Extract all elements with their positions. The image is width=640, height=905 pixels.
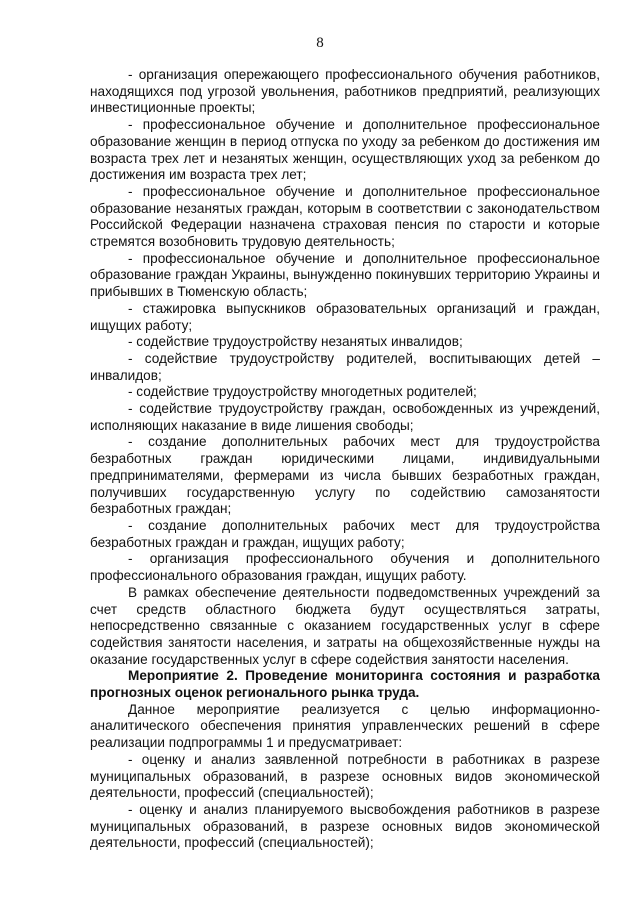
- paragraph-release: - оценку и анализ планируемого высвобождения работников в разрезе муниципальных образований, в разрезе основных видов экономической деятельности, профессий (специальностей);: [90, 801, 600, 851]
- paragraph-released: - содействие трудоустройству граждан, освобожденных из учреждений, исполняющих наказание в виде лишения свободы;: [90, 401, 600, 433]
- paragraph-jobs-unemployed: - создание дополнительных рабочих мест для трудоустройства безработных граждан и граждан, ищущих работу;: [90, 517, 600, 550]
- paragraph-vocational: - организация профессионального обучения и дополнительного профессионального образования граждан, ищущих работу.: [90, 551, 600, 584]
- paragraph-parents: - содействие трудоустройству родителей, воспитывающих детей – инвалидов;: [90, 350, 600, 383]
- paragraph-training-women: - профессиональное обучение и дополнительное профессиональное образование женщин в период отпуска по уходу за ребенком до достижения им возраста трех лет и незанятых женщин, осуществляющих уход за ребенком до достижения им возраста трех лет;: [90, 117, 600, 183]
- paragraph-training-ukraine: - профессиональное обучение и дополнительное профессиональное образование граждан Украины, вынужденно покинувших территорию Украины и прибывших в Тюменскую область;: [90, 250, 600, 300]
- paragraph-internship: - стажировка выпускников образовательных организаций и граждан, ищущих работу;: [90, 300, 600, 333]
- paragraph-disabled: - содействие трудоустройству незанятых инвалидов;: [128, 334, 463, 350]
- paragraph-purpose: Данное мероприятие реализуется с целью информационно-аналитического обеспечения принятия управленческих решений в сфере реализации подпрограммы 1 и предусматривает:: [90, 701, 600, 751]
- paragraph-large-families: - содействие трудоустройству многодетных родителей;: [128, 384, 477, 400]
- page-number: 8: [316, 35, 324, 51]
- paragraph-demand: - оценку и анализ заявленной потребности в работниках в разрезе муниципальных образований, в разрезе основных видов экономической деятельности, профессий (специальностей);: [90, 751, 600, 801]
- paragraph-training-pensioners: - профессиональное обучение и дополнительное профессиональное образование незанятых граждан, которым в соответствии с законодательством Российской Федерации назначена страховая пенсия по старости и которые стремятся возобновить трудовую деятельность;: [90, 183, 600, 250]
- paragraph-budget: В рамках обеспечение деятельности подведомственных учреждений за счет средств областного бюджета будут осуществляться затраты, непосредственно связанные с оказанием государственных услуг в сфере содействия занятости населения, и затраты на общехозяйственные нужды на оказание государственных услуг в сфере содействия занятости населения.: [90, 584, 600, 667]
- section-heading: Мероприятие 2. Проведение мониторинга состояния и разработка прогнозных оценок регионального рынка труда.: [90, 668, 600, 701]
- paragraph-jobs-entrepreneurs: - создание дополнительных рабочих мест для трудоустройства безработных граждан юридическими лицами, индивидуальными предпринимателями, фермерами из числа бывших безработных граждан, получивших государственную услугу по содействию самозанятости безработных граждан;: [90, 434, 600, 517]
- paragraph-training-layoff: - организация опережающего профессионального обучения работников, находящихся под угрозой увольнения, работников предприятий, реализующих инвестиционные проекты;: [90, 67, 600, 116]
- body-text: [90, 67, 600, 852]
